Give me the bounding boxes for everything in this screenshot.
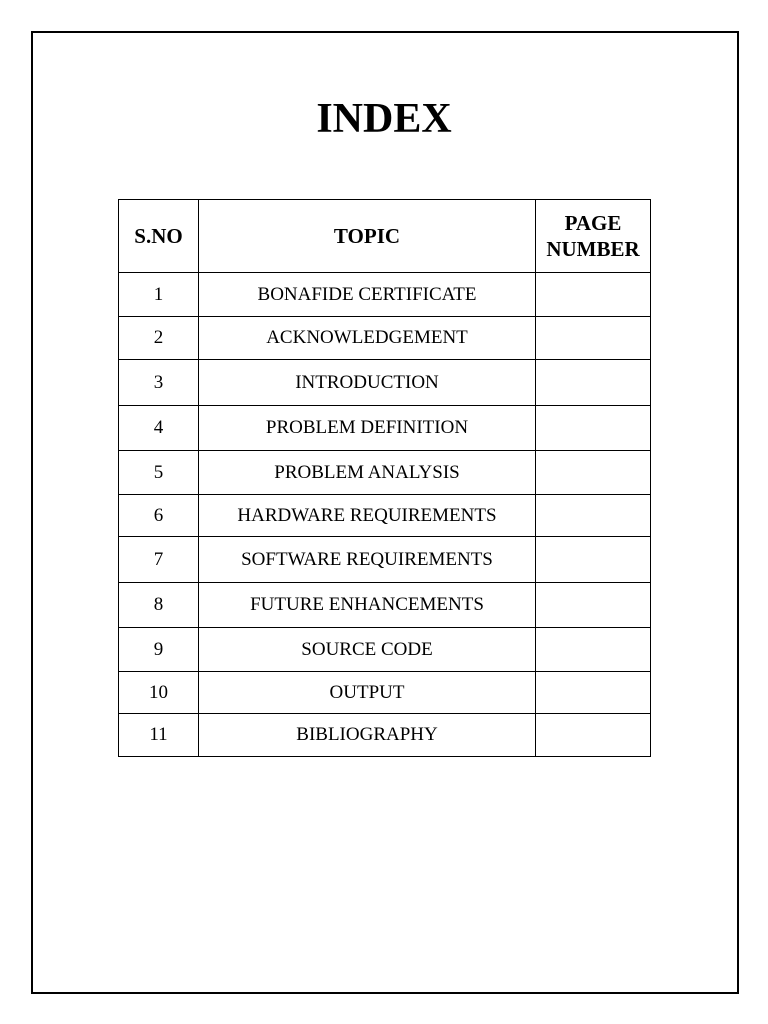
row-page bbox=[536, 406, 651, 451]
table-row bbox=[119, 451, 651, 495]
row-topic: OUTPUT bbox=[199, 672, 536, 714]
page-title: INDEX bbox=[316, 96, 452, 142]
row-topic: HARDWARE REQUIREMENTS bbox=[199, 495, 536, 537]
table-row bbox=[119, 317, 651, 360]
row-sno: 8 bbox=[119, 583, 199, 628]
row-page bbox=[536, 672, 651, 714]
table-row bbox=[119, 273, 651, 317]
table-row bbox=[119, 537, 651, 583]
row-topic: SOFTWARE REQUIREMENTS bbox=[199, 537, 536, 583]
index-table bbox=[118, 199, 651, 757]
row-topic: SOURCE CODE bbox=[199, 628, 536, 672]
row-topic: BIBLIOGRAPHY bbox=[199, 714, 536, 757]
header-sno: S.NO bbox=[119, 200, 199, 273]
row-page bbox=[536, 583, 651, 628]
row-topic: PROBLEM DEFINITION bbox=[199, 406, 536, 451]
header-page-line1: PAGE bbox=[564, 211, 622, 235]
table-row bbox=[119, 628, 651, 672]
table-row bbox=[119, 406, 651, 451]
table-row bbox=[119, 672, 651, 714]
row-topic: PROBLEM ANALYSIS bbox=[199, 451, 536, 495]
row-sno: 3 bbox=[119, 360, 199, 406]
row-page bbox=[536, 451, 651, 495]
row-sno: 5 bbox=[119, 451, 199, 495]
row-topic: INTRODUCTION bbox=[199, 360, 536, 406]
row-sno: 10 bbox=[119, 672, 199, 714]
row-page bbox=[536, 360, 651, 406]
row-topic: FUTURE ENHANCEMENTS bbox=[199, 583, 536, 628]
row-sno: 4 bbox=[119, 406, 199, 451]
table-row bbox=[119, 360, 651, 406]
row-topic: ACKNOWLEDGEMENT bbox=[199, 317, 536, 360]
header-page-line2: NUMBER bbox=[546, 237, 640, 261]
row-sno: 9 bbox=[119, 628, 199, 672]
row-page bbox=[536, 495, 651, 537]
row-sno: 1 bbox=[119, 273, 199, 317]
row-topic: BONAFIDE CERTIFICATE bbox=[199, 273, 536, 317]
row-sno: 6 bbox=[119, 495, 199, 537]
table-header-row bbox=[119, 200, 651, 273]
row-page bbox=[536, 273, 651, 317]
table-row bbox=[119, 495, 651, 537]
row-sno: 2 bbox=[119, 317, 199, 360]
row-page bbox=[536, 317, 651, 360]
row-page bbox=[536, 714, 651, 757]
row-sno: 11 bbox=[119, 714, 199, 757]
row-sno: 7 bbox=[119, 537, 199, 583]
header-topic: TOPIC bbox=[199, 200, 536, 273]
row-page bbox=[536, 537, 651, 583]
table-row bbox=[119, 583, 651, 628]
table-row bbox=[119, 714, 651, 757]
header-page-number bbox=[536, 200, 651, 273]
row-page bbox=[536, 628, 651, 672]
